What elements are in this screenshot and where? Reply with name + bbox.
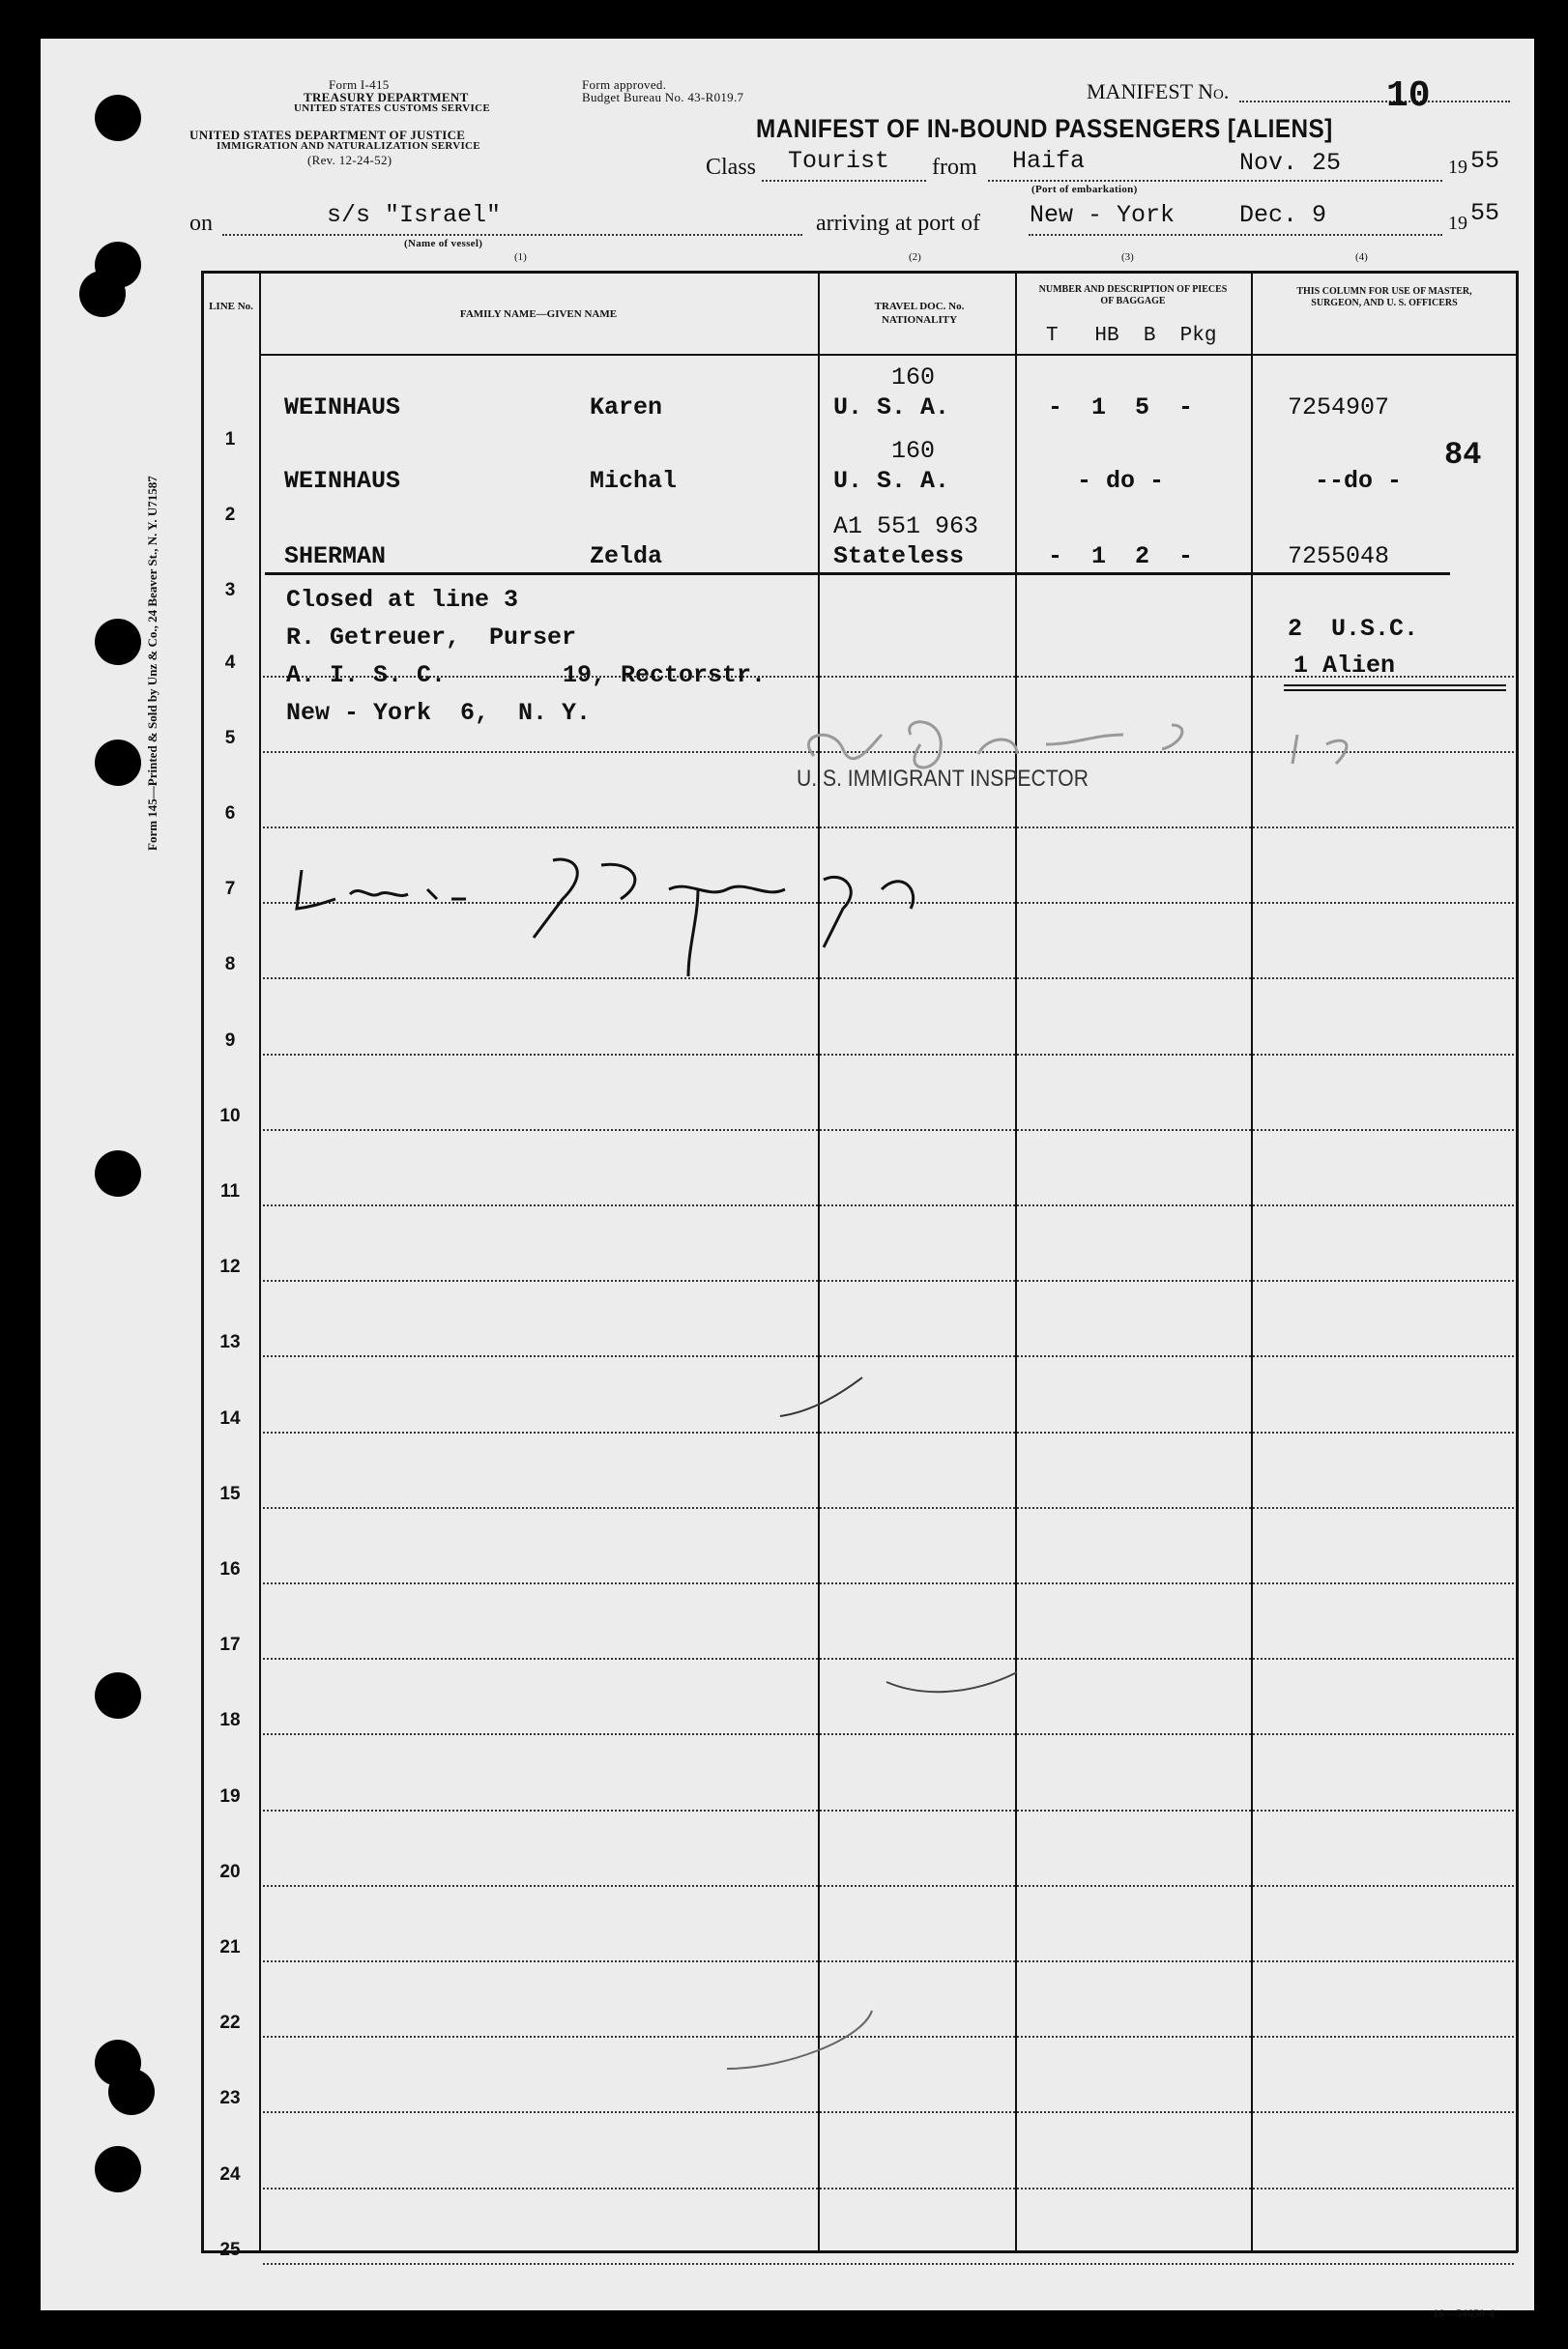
closing-line-2: R. Getreuer, Purser: [286, 624, 577, 652]
arriving-label: arriving at port of: [816, 211, 980, 236]
arrival-date: Dec. 9: [1239, 201, 1327, 229]
punch-hole: [95, 95, 141, 141]
line-number-12: 12: [219, 1257, 241, 1278]
line-number-18: 18: [219, 1710, 241, 1731]
closing-line-3b: 19, Rectorstr.: [563, 661, 767, 689]
col-divider-line: [259, 271, 261, 2252]
side-imprint: Form 145—Printed & Sold by Unz & Co., 24 Beaver St., N. Y. U71587: [145, 476, 160, 851]
line-number-22: 22: [219, 2013, 241, 2034]
arrival-port: New - York: [1030, 201, 1176, 229]
budget-bureau-no: Budget Bureau No. 43-R019.7: [582, 90, 744, 104]
line-number-19: 19: [219, 1785, 241, 1807]
line-number-8: 8: [224, 954, 236, 975]
line-number-13: 13: [219, 1332, 241, 1353]
row3-given-name: Zelda: [590, 542, 663, 570]
line-dotted-rule: [263, 1885, 1514, 1887]
tally-usc: 2 U.S.C.: [1288, 615, 1419, 643]
col-header-line-no: LINE No.: [209, 301, 253, 312]
line-dotted-rule: [263, 1204, 1514, 1206]
line-dotted-rule: [263, 1432, 1514, 1434]
form-revision: (Rev. 12-24-52): [307, 153, 392, 167]
row1-nationality: U. S. A.: [833, 393, 950, 421]
col-divider-doc: [1015, 271, 1017, 2252]
pencil-stroke: [882, 1663, 1027, 1701]
departure-year-prefix: 19: [1448, 157, 1467, 178]
line-number-6: 6: [224, 803, 236, 824]
col-header-officers: THIS COLUMN FOR USE OF MASTER, SURGEON, AND U. S. OFFICERS: [1296, 286, 1472, 308]
row3-officer-entry: 7255048: [1288, 542, 1390, 570]
line-signature: [282, 851, 1017, 986]
closing-rule: [265, 572, 1450, 575]
arrival-year: 55: [1470, 199, 1500, 227]
footer-code: 16—54650-4: [1433, 2306, 1495, 2320]
row1-travel-doc: 160: [891, 363, 936, 392]
row1-baggage: - 1 5 -: [1048, 393, 1194, 421]
line-number-23: 23: [219, 2088, 241, 2109]
dept-treasury: TREASURY DEPARTMENT: [304, 90, 469, 104]
class-value: Tourist: [788, 147, 890, 175]
table-bottom-border: [201, 2250, 1518, 2253]
punch-hole: [95, 740, 141, 786]
col-divider-name: [818, 271, 820, 2252]
arrival-dots: [1029, 234, 1442, 236]
row2-family-name: WEINHAUS: [284, 467, 401, 495]
from-label: from: [932, 155, 977, 180]
line-number-17: 17: [219, 1635, 241, 1656]
row2-nationality: U. S. A.: [833, 467, 950, 495]
table-right-border: [1516, 271, 1519, 2252]
from-dots: [988, 180, 1442, 182]
inspector-stamp: U. S. IMMIGRANT INSPECTOR: [797, 766, 1089, 792]
punch-hole: [95, 2146, 141, 2192]
dept-customs: UNITED STATES CUSTOMS SERVICE: [294, 102, 491, 114]
manifest-no-dots: [1239, 101, 1510, 102]
punch-hole: [95, 1150, 141, 1197]
vessel-dots: [222, 234, 802, 236]
line-number-9: 9: [224, 1030, 236, 1051]
row3-travel-doc: A1 551 963: [833, 512, 979, 540]
closing-line-4: New - York 6, N. Y.: [286, 699, 592, 727]
row1-officer-entry: 7254907: [1288, 393, 1390, 421]
col-header-name: FAMILY NAME—GIVEN NAME: [459, 308, 618, 320]
punch-hole: [108, 2069, 155, 2115]
inspector-signature: [756, 706, 1384, 793]
line-dotted-rule: [263, 1355, 1514, 1357]
margin-note: 84: [1444, 437, 1482, 473]
line-dotted-rule: [263, 1733, 1514, 1735]
line-dotted-rule: [263, 1582, 1514, 1584]
vessel-name: s/s "Israel": [327, 201, 502, 229]
vessel-note: (Name of vessel): [404, 238, 483, 249]
line-number-3: 3: [224, 580, 236, 601]
line-number-21: 21: [219, 1937, 241, 1958]
line-number-16: 16: [219, 1559, 241, 1580]
class-dots: [762, 180, 926, 182]
line-number-4: 4: [224, 652, 236, 673]
col-num-2: (2): [909, 251, 921, 263]
tally-double-rule: [1284, 684, 1506, 686]
tally-alien: 1 Alien: [1293, 652, 1396, 680]
line-dotted-rule: [263, 1658, 1514, 1660]
line-number-10: 10: [219, 1105, 241, 1126]
line-number-7: 7: [224, 879, 236, 900]
col-header-travel-doc: TRAVEL DOC. No. NATIONALITY: [874, 301, 965, 326]
line-dotted-rule: [263, 1129, 1514, 1131]
dept-ins: IMMIGRATION AND NATURALIZATION SERVICE: [217, 140, 480, 152]
line-dotted-rule: [263, 1960, 1514, 1962]
punch-hole: [95, 619, 141, 665]
row1-given-name: Karen: [590, 393, 663, 421]
row2-officer-entry: --do -: [1315, 467, 1403, 495]
line-number-11: 11: [219, 1181, 241, 1202]
line-number-20: 20: [219, 1861, 241, 1882]
line-number-2: 2: [224, 505, 236, 526]
departure-date: Nov. 25: [1239, 149, 1342, 177]
table-left-border: [201, 271, 204, 2252]
form-approved: Form approved.: [582, 77, 667, 92]
manifest-title: MANIFEST OF IN-BOUND PASSENGERS [ALIENS]: [756, 114, 1333, 143]
line-dotted-rule: [263, 1507, 1514, 1509]
line-number-5: 5: [224, 727, 236, 748]
col-divider-baggage: [1251, 271, 1253, 2252]
line-number-1: 1: [224, 429, 236, 450]
row3-nationality: Stateless: [833, 542, 965, 570]
punch-hole: [95, 1672, 141, 1719]
table-header-border: [261, 354, 1518, 356]
dept-justice: UNITED STATES DEPARTMENT OF JUSTICE: [189, 128, 466, 142]
manifest-no-label: MANIFEST No.: [1087, 79, 1230, 103]
table-top-border: [201, 271, 1518, 274]
embarkation-note: (Port of embarkation): [1031, 184, 1138, 195]
col-num-1: (1): [514, 251, 527, 263]
line-dotted-rule: [263, 2111, 1514, 2113]
line-dotted-rule: [263, 1054, 1514, 1056]
line-number-15: 15: [219, 1483, 241, 1504]
row3-baggage: - 1 2 -: [1048, 542, 1194, 570]
pencil-stroke: [775, 1373, 872, 1421]
form-number: Form I-415: [329, 77, 390, 92]
col-header-baggage-sub: T HB B Pkg: [1046, 325, 1217, 347]
manifest-page: [41, 39, 1534, 2320]
departure-year: 55: [1470, 147, 1500, 175]
on-label: on: [189, 211, 213, 236]
closing-line-1: Closed at line 3: [286, 586, 519, 614]
arrival-year-prefix: 19: [1448, 213, 1467, 234]
line-number-14: 14: [219, 1407, 241, 1429]
line-dotted-rule: [263, 2263, 1514, 2265]
line-dotted-rule: [263, 826, 1514, 828]
line-dotted-rule: [263, 2188, 1514, 2190]
col-num-4: (4): [1355, 251, 1368, 263]
from-value: Haifa: [1012, 147, 1086, 175]
row2-given-name: Michal: [590, 467, 678, 495]
punch-hole: [79, 271, 126, 317]
row2-travel-doc: 160: [891, 437, 936, 465]
line-dotted-rule: [263, 1810, 1514, 1812]
tally-double-rule: [1284, 689, 1506, 691]
col-num-3: (3): [1121, 251, 1134, 263]
line-number-24: 24: [219, 2163, 241, 2185]
pencil-stroke: [717, 2001, 891, 2078]
closing-line-3a: A. I. S. C.: [286, 661, 447, 689]
manifest-no-value: 10: [1386, 75, 1431, 117]
row1-family-name: WEINHAUS: [284, 393, 401, 421]
col-header-baggage: NUMBER AND DESCRIPTION OF PIECES OF BAGGAGE: [1038, 284, 1228, 306]
line-number-25: 25: [219, 2239, 241, 2260]
row3-family-name: SHERMAN: [284, 542, 387, 570]
row2-baggage: - do -: [1077, 467, 1165, 495]
line-dotted-rule: [263, 1280, 1514, 1282]
class-label: Class: [706, 155, 757, 180]
